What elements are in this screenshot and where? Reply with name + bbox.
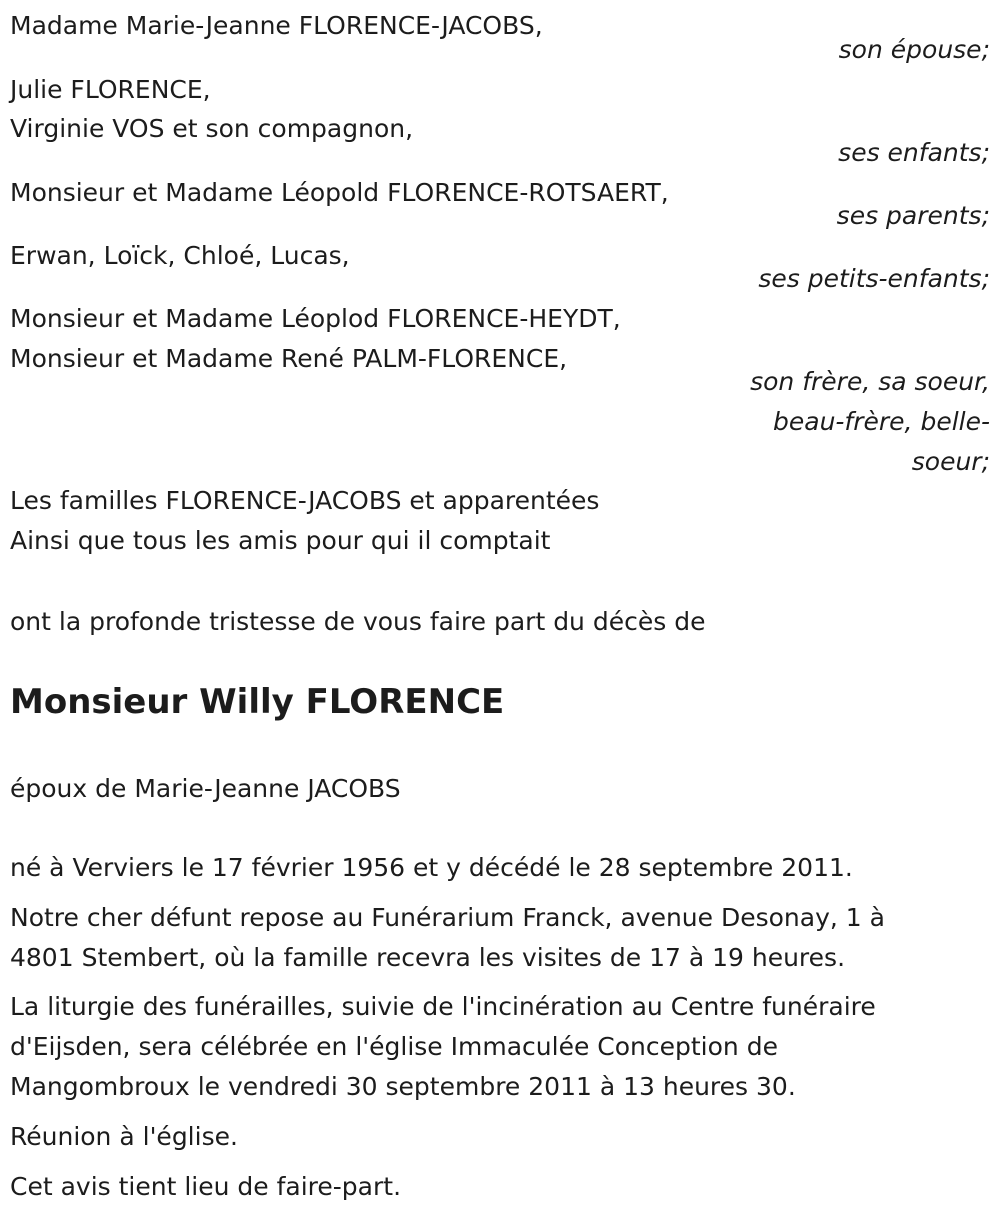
families-line: Les familles FLORENCE-JACOBS et apparentées: [10, 486, 600, 515]
notice-line: Cet avis tient lieu de faire-part.: [10, 1172, 402, 1201]
sibling-name-2: Monsieur et Madame René PALM-FLORENCE,: [10, 344, 568, 373]
liturgy-line-2: d'Eijsden, sera célébrée en l'église Immaculée Conception de: [10, 1032, 778, 1061]
repose-line-1: Notre cher défunt repose au Funérarium Franck, avenue Desonay, 1 à: [10, 903, 885, 932]
meeting-line: Réunion à l'église.: [10, 1122, 238, 1151]
repose-line-2: 4801 Stembert, où la famille recevra les visites de 17 à 19 heures.: [10, 943, 846, 972]
sibling-name-1: Monsieur et Madame Léoplod FLORENCE-HEYDT,: [10, 304, 621, 333]
liturgy-line-3: Mangombroux le vendredi 30 septembre 2011 à 13 heures 30.: [10, 1072, 796, 1101]
spouse-name: Madame Marie-Jeanne FLORENCE-JACOBS,: [10, 11, 543, 40]
grandchildren-role: ses petits-enfants;: [758, 264, 990, 293]
announcement-line: ont la profonde tristesse de vous faire part du décès de: [10, 607, 706, 636]
siblings-role-line-2: beau-frère, belle-: [773, 407, 990, 436]
child-name-1: Julie FLORENCE,: [10, 75, 211, 104]
parents-role: ses parents;: [836, 201, 990, 230]
grandchildren-names: Erwan, Loïck, Chloé, Lucas,: [10, 241, 350, 270]
siblings-role-line-1: son frère, sa soeur,: [750, 367, 990, 396]
children-role: ses enfants;: [838, 138, 990, 167]
liturgy-line-1: La liturgie des funérailles, suivie de l'incinération au Centre funéraire: [10, 992, 876, 1021]
siblings-role-line-3: soeur;: [911, 447, 990, 476]
deceased-name: Monsieur Willy FLORENCE: [10, 682, 505, 722]
friends-line: Ainsi que tous les amis pour qui il comptait: [10, 526, 551, 555]
spouse-role: son épouse;: [838, 35, 990, 64]
child-name-2: Virginie VOS et son compagnon,: [10, 114, 414, 143]
deceased-spouse-line: époux de Marie-Jeanne JACOBS: [10, 774, 401, 803]
parents-name: Monsieur et Madame Léopold FLORENCE-ROTSAERT,: [10, 178, 669, 207]
birth-death-line: né à Verviers le 17 février 1956 et y décédé le 28 septembre 2011.: [10, 853, 853, 882]
